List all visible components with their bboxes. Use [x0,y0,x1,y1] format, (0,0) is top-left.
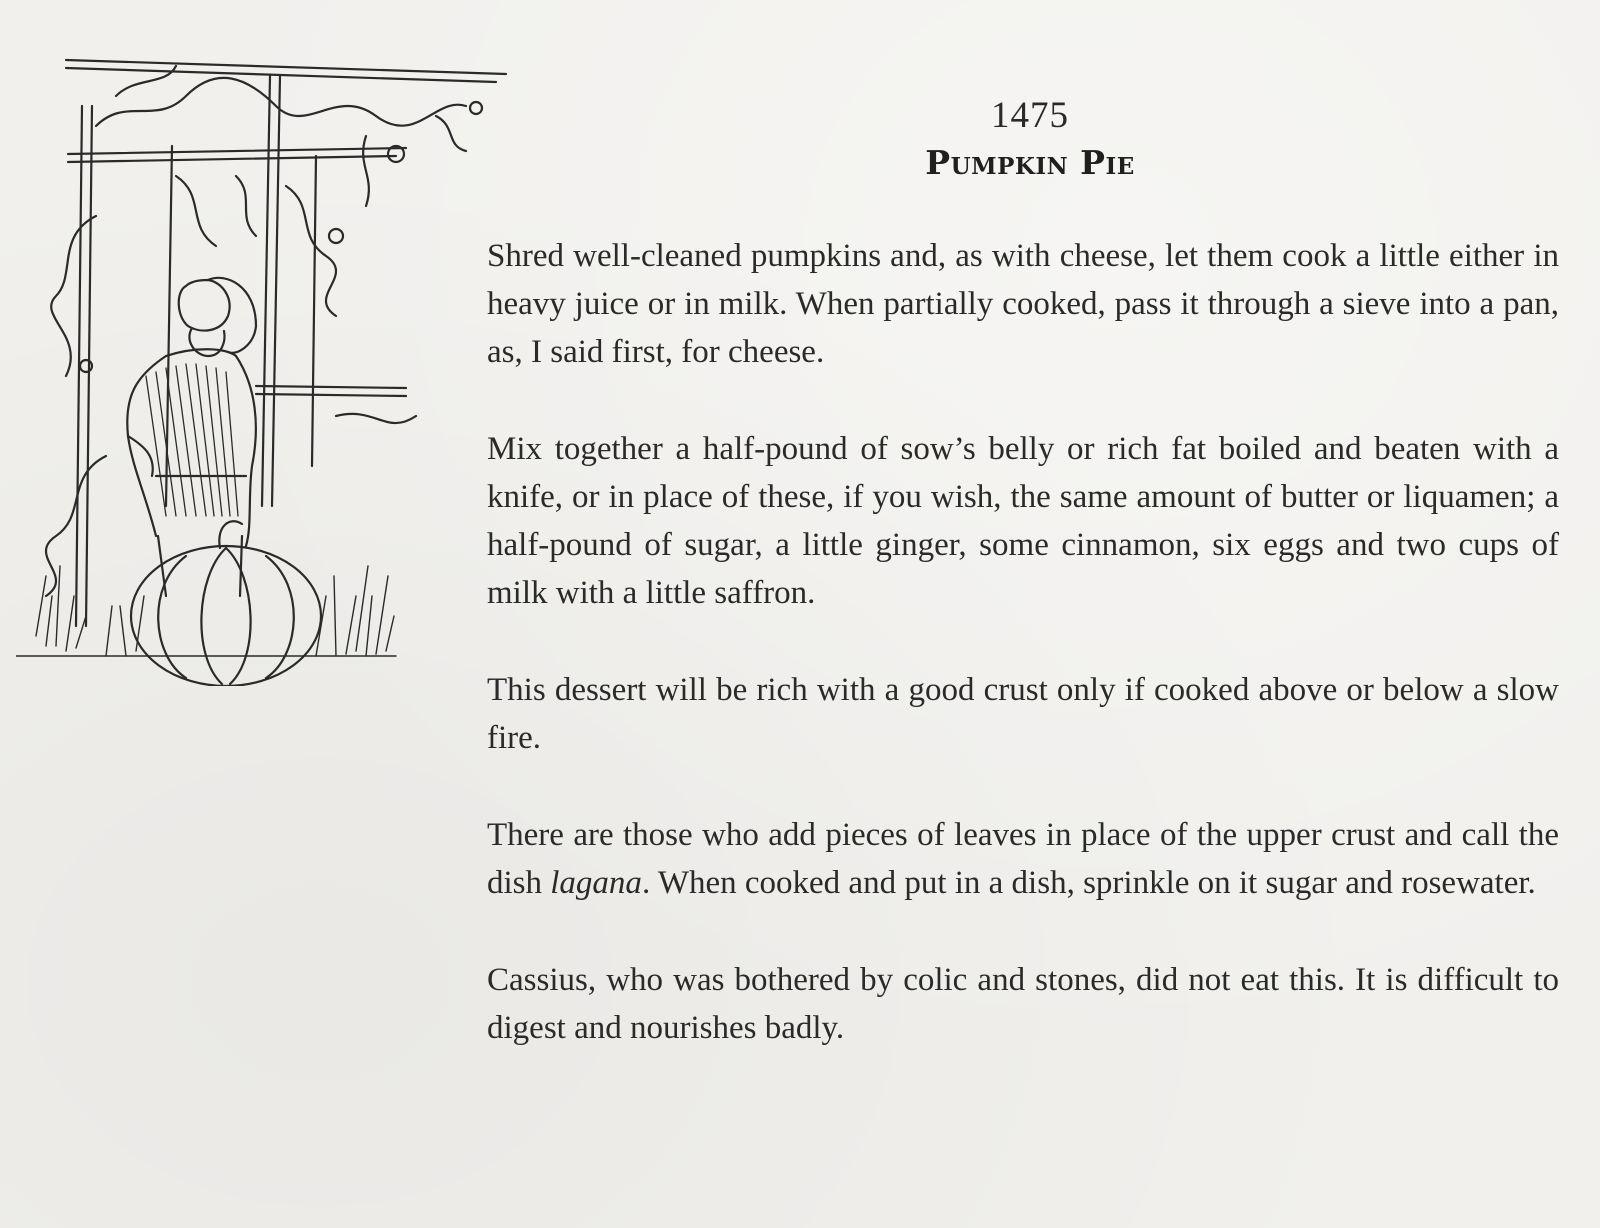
paragraph-cooking: This dessert will be rich with a good crust only if cooked above or below a slow fire. [487,672,1559,756]
recipe-heading [880,92,1180,186]
paragraph-lagana-italic: lagana [550,865,642,901]
paragraph-ingredients: Mix together a half-pound of sow’s belly or rich fat boiled and beaten with a knife, or in place of these, if you wish, the same amount of butter or liquamen; a half-pound of sugar, a little ginger, some cinnamon, six eggs and two cups of milk with a little saffron. [487,431,1559,611]
gardener-with-pumpkin-illustration [16,36,526,686]
paragraph-lagana [487,811,1559,907]
paragraph-lagana-before: There are those who add pieces of leaves in place of the upper crust and call the dish [487,817,1559,901]
paragraph-cassius: Cassius, who was bothered by colic and stones, did not eat this. It is difficult to digest and nourishes badly. [487,962,1559,1046]
recipe-title: Pumpkin Pie [925,143,1135,182]
paragraph-lagana-after: . When cooked and put in a dish, sprinkle on it sugar and rosewater. [641,865,1536,901]
recipe-body [487,232,1559,1052]
paragraph-preparation: Shred well-cleaned pumpkins and, as with cheese, let them cook a little either in heavy juice or in milk. When partially cooked, pass it through a sieve into a pan, as, I said first, for cheese. [487,238,1559,370]
recipe-number: 1475 [991,95,1069,136]
